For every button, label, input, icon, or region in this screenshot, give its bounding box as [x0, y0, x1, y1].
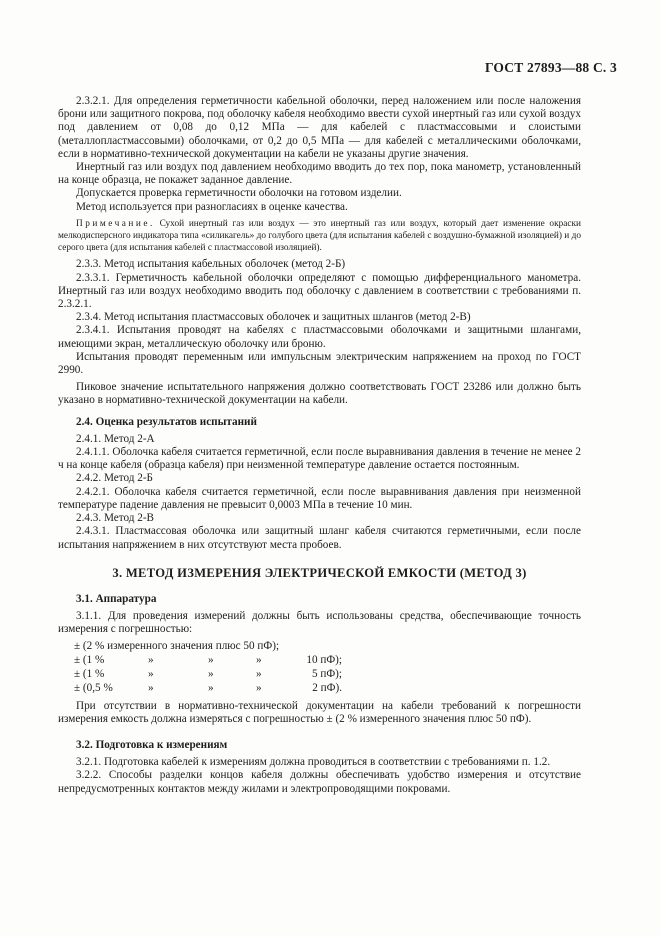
paragraph-2-4-2: 2.4.2. Метод 2-Б	[76, 472, 153, 485]
paragraph-peak-voltage: Пиковое значение испытательного напряжения должно соответствовать ГОСТ 23286 или должно быть указано в нормативно-технической документации на кабели.	[58, 381, 581, 407]
paragraph-inert-gas: Инертный газ или воздух под давлением необходимо вводить до тех пор, пока манометр, установленный на конце образца, не покажет заданное давление.	[58, 161, 581, 187]
heading-2-4: 2.4. Оценка результатов испытаний	[76, 415, 257, 428]
paragraph-no-requirements: При отсутствии в нормативно-технической документации на кабели требований к погрешности измерения емкость должна измеряться с погрешностью ± (2 % измеренного значения плюс 50 пФ).	[58, 699, 581, 725]
note	[58, 218, 581, 255]
tolerance-value: ± (2 % измеренного значения плюс 50 пФ);	[74, 640, 280, 653]
tolerance-value: 2 пФ).	[312, 681, 342, 694]
paragraph-method-disputes: Метод используется при разногласиях в оценке качества.	[76, 200, 348, 213]
ditto-mark: »	[148, 654, 154, 667]
section-3-title: 3. МЕТОД ИЗМЕРЕНИЯ ЭЛЕКТРИЧЕСКОЙ ЕМКОСТИ (МЕТОД 3)	[112, 565, 527, 580]
ditto-mark: »	[148, 667, 154, 680]
paragraph-2-3-2-1: 2.3.2.1. Для определения герметичности кабельной оболочки, перед наложением или после наложения брони или защитного покрова, под оболочку кабеля необходимо ввести сухой инертный газ или сухой воздух под давлением от 0,08 до 0,12 МПа — для кабелей с пластмассовыми и слоистыми (металлопластмассовыми) оболочками, от 0,2 до 0,5 МПа — для кабелей с металлическими оболочками, если в нормативно-технической документации на кабели не указаны другие значения.	[58, 95, 581, 160]
paragraph-2-3-4-1: 2.3.4.1. Испытания проводят на кабелях с пластмассовыми оболочками и защитными шлангами, имеющими экран, металлическую оболочку или броню.	[58, 324, 581, 350]
paragraph-test-voltage: Испытания проводят переменным или импульсным электрическим напряжением на проход по ГОСТ 2990.	[58, 350, 581, 377]
paragraph-2-4-2-1: 2.4.2.1. Оболочка кабеля считается герметичной, если после выравнивания давления при неизменной температуре падение давления не превысит 0,0003 МПа в течение 10 мин.	[58, 485, 581, 511]
ditto-mark: »	[208, 667, 214, 680]
note-text: Сухой инертный газ или воздух — это инертный газ или воздух, который дает изменение окраски мелкодисперсного индикатора типа «силикагель» до голубого цвета (для испытания кабелей с воздушно-бумажной изоляцией) и до серого цвета (для испытания кабелей с пластмассовой изоляцией).	[58, 218, 581, 254]
document-body	[58, 95, 581, 796]
paragraph-allowed-check: Допускается проверка герметичности оболочки на готовом изделии.	[76, 187, 402, 200]
tolerance-value: 5 пФ);	[311, 667, 342, 680]
tolerance-value: 10 пФ);	[306, 654, 342, 667]
ditto-mark: »	[256, 654, 262, 667]
ditto-mark: »	[208, 681, 214, 694]
note-label: Примечание.	[76, 218, 155, 229]
ditto-mark: »	[256, 681, 262, 694]
paragraph-2-3-3: 2.3.3. Метод испытания кабельных оболочек (метод 2-Б)	[76, 258, 346, 271]
tolerance-row	[74, 668, 342, 682]
tolerance-list	[74, 640, 342, 695]
ditto-mark: »	[256, 667, 262, 680]
paragraph-2-4-1-1: 2.4.1.1. Оболочка кабеля считается герметичной, если после выравнивания давления в течение не менее 2 ч на конце кабеля (образца кабеля) при неизменной температуре давление остается постоянным.	[58, 446, 581, 472]
paragraph-2-4-3-1: 2.4.3.1. Пластмассовая оболочка или защитный шланг кабеля считаются герметичными, если после испытания напряжением в них отсутствуют места пробоев.	[58, 525, 581, 551]
paragraph-2-3-4: 2.3.4. Метод испытания пластмассовых оболочек и защитных шлангов (метод 2-В)	[76, 311, 471, 324]
page-header: ГОСТ 27893—88 С. 3	[484, 60, 617, 75]
paragraph-2-3-3-1: 2.3.3.1. Герметичность кабельной оболочки определяют с помощью дифференциального манометра. Инертный газ или воздух необходимо вводить под оболочку с давлением в соответствии с требованиями п. 2.3.2.1.	[58, 271, 581, 311]
paragraph-3-1-1: 3.1.1. Для проведения измерений должны быть использованы средства, обеспечивающие точность измерения с погрешностью:	[58, 609, 581, 636]
ditto-mark: »	[208, 654, 214, 667]
ditto-mark: »	[148, 681, 154, 694]
tolerance-row	[74, 640, 342, 654]
paragraph-3-2-1: 3.2.1. Подготовка кабелей к измерениям должна проводиться в соответствии с требованиями п. 1.2.	[76, 756, 551, 769]
paragraph-2-4-1: 2.4.1. Метод 2-А	[76, 432, 155, 445]
heading-3-2: 3.2. Подготовка к измерениям	[76, 738, 228, 751]
paragraph-3-2-2: 3.2.2. Способы разделки концов кабеля должны обеспечивать удобство измерения и отсутствие непредусмотренных контактов между жилами и электропроводящими покровами.	[58, 769, 581, 795]
paragraph-2-4-3: 2.4.3. Метод 2-В	[76, 512, 155, 525]
tolerance-value: ± (1 %	[74, 654, 105, 667]
tolerance-value: ± (0,5 %	[74, 681, 113, 694]
heading-3-1: 3.1. Аппаратура	[76, 592, 157, 605]
tolerance-row	[74, 654, 342, 668]
tolerance-row	[74, 682, 342, 696]
tolerance-value: ± (1 %	[74, 667, 105, 680]
